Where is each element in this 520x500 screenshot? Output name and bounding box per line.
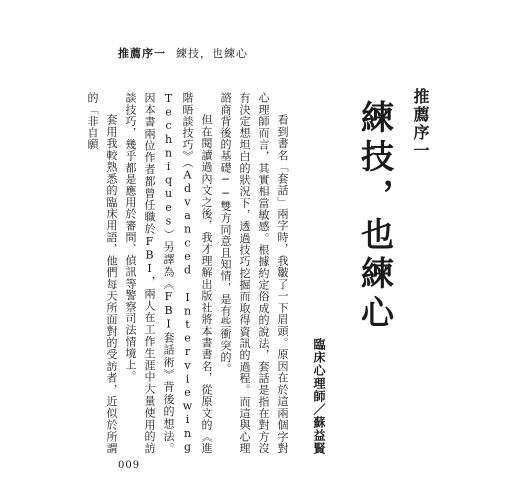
running-head-title: 練技，也練心	[176, 47, 248, 60]
body-text	[83, 92, 292, 454]
paragraph: 套用我較熟悉的臨床用語，他們每天所面對的受訪者，近似於所謂的「非自願	[86, 92, 118, 454]
paragraph: 看到書名「套話」兩字時，我皺了一下眉頭。原因在於這兩個字對心理師而言，其實相當敏感。根據約定俗成的說法，套話是指在對方沒有決定想坦白的狀況下，透過技巧挖掘而取得資訊的過程。而這與心理諮商背後的基礎──雙方同意且知情，是有些衝突的。	[219, 92, 289, 454]
chapter-title-block	[352, 88, 432, 334]
author-byline: 臨床心理師／蘇益賢	[312, 338, 326, 455]
page-number: 009	[118, 460, 141, 471]
paragraph: 但在閱讀過內文之後，我才理解出版社將本書書名，從原文的《進階晤談技巧》（Advanced Interviewing Techniques）另譯為《FBI套話術》背後的想法。因本書兩位作者都曾任職於FBI，兩人在工作生涯中大量使用的訪談技巧，幾乎都是應用於審問、偵訊等警察司法情境上。	[124, 92, 213, 454]
running-head-label: 推薦序一	[118, 47, 166, 60]
running-head	[118, 45, 248, 61]
chapter-title: 練技，也練心	[356, 100, 395, 334]
series-label: 推薦序一	[411, 88, 430, 160]
